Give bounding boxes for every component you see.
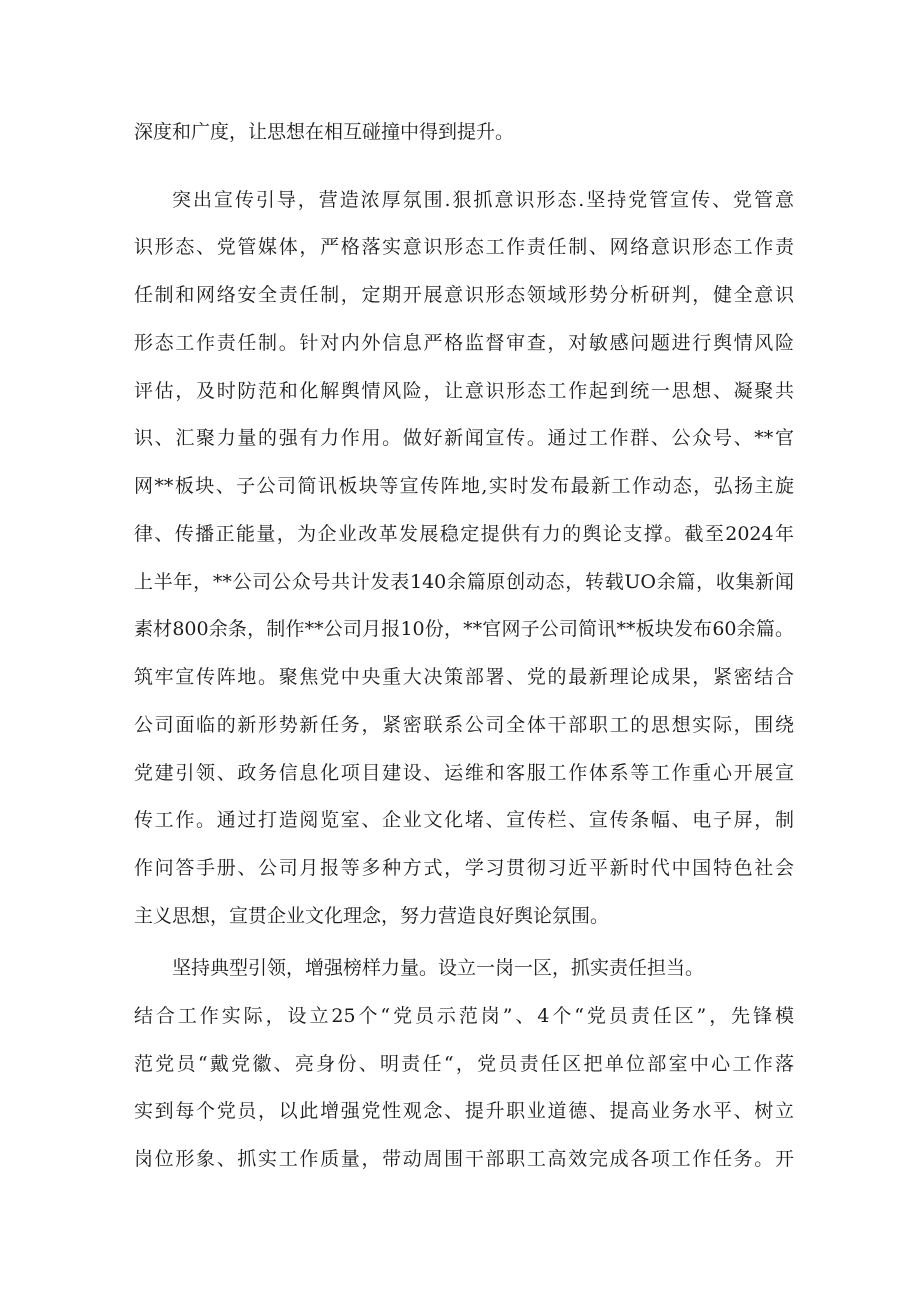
- body-text-line: 传工作。通过打造阅览室、企业文化堵、宣传栏、宣传条幅、电子屏，制: [134, 809, 794, 831]
- body-text-line: 结合工作实际，设立25个“党员示范岗”、4个“党员责任区”，先锋模: [134, 1005, 794, 1027]
- body-text-line: 识形态、党管媒体，严格落实意识形态工作责任制、网络意识形态工作责: [134, 236, 794, 258]
- body-text-line: 任制和网络安全责任制，定期开展意识形态领域形势分析研判，健全意识: [134, 284, 794, 306]
- body-text-line: 上半年，**公司公众号共计发表140余篇原创动态，转载UO余篇，收集新闻: [134, 571, 794, 593]
- body-text-line: 作问答手册、公司月报等多种方式，学习贯彻习近平新时代中国特色社会: [134, 857, 794, 879]
- body-text-line: 坚持典型引领，增强榜样力量。设立一岗一区，抓实责任担当。: [172, 957, 705, 979]
- body-text-line: 律、传播正能量，为企业改革发展稳定提供有力的舆论支撑。截至2024年: [134, 523, 794, 545]
- body-text-line: 突出宣传引导，营造浓厚氛围.狠抓意识形态.坚持党管宣传、党管意: [172, 189, 794, 211]
- body-text-line: 形态工作责任制。针对内外信息严格监督审查，对敏感问题进行舆情风险: [134, 332, 794, 354]
- body-text-line: 公司面临的新形势新任务，紧密联系公司全体干部职工的思想实际，围绕: [134, 714, 794, 736]
- body-text-line: 岗位形象、抓实工作质量，带动周围干部职工高效完成各项工作任务。开: [134, 1148, 794, 1170]
- body-text-line: 实到每个党员，以此增强党性观念、提升职业道德、提高业务水平、树立: [134, 1100, 794, 1122]
- body-text-line: 素材800余条，制作**公司月报10份，**官网子公司简讯**板块发布60余篇。: [134, 618, 794, 640]
- body-text-line: 识、汇聚力量的强有力作用。做好新闻宣传。通过工作群、公众号、**官: [134, 427, 794, 449]
- body-text-line: 网**板块、子公司简讯板块等宣传阵地,实时发布最新工作动态，弘扬主旋: [134, 475, 794, 497]
- body-text-line: 评估，及时防范和化解舆情风险，让意识形态工作起到统一思想、凝聚共: [134, 380, 794, 402]
- body-text-line: 深度和广度，让思想在相互碰撞中得到提升。: [134, 121, 515, 143]
- body-text-line: 范党员“戴党徽、亮身份、明责任“，党员责任区把单位部室中心工作落: [134, 1053, 794, 1075]
- body-text-line: 筑牢宣传阵地。聚焦党中央重大决策部署、党的最新理论成果，紧密结合: [134, 666, 794, 688]
- body-text-line: 主义思想，宣贯企业文化理念，努力营造良好舆论氛围。: [134, 905, 610, 927]
- body-text-line: 党建引领、政务信息化项目建设、运维和客服工作体系等工作重心开展宣: [134, 762, 794, 784]
